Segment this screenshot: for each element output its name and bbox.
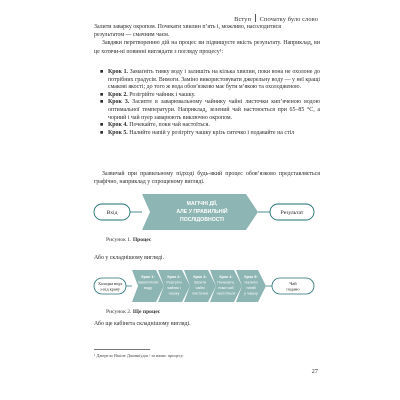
input-label-line-2: з-під крану [100, 286, 120, 292]
step-arrow-label: чайник і [167, 286, 181, 290]
step-arrow-label: Розігріти [166, 280, 182, 285]
step-arrow-label: поки чай [218, 286, 234, 290]
caption-prefix: Рисунок 2. [106, 309, 132, 315]
figure-2-caption [106, 309, 160, 315]
caption-title: Ще процес [132, 309, 161, 315]
steps-list [100, 69, 320, 137]
paragraph-4-text: Або у складнішому вигляді. [94, 255, 164, 261]
paragraph-4 [94, 254, 320, 262]
bullet-icon: ■ [100, 91, 104, 98]
step-arrow-label: Закип’ятити [137, 280, 159, 285]
step-text: Почекайте, поки чай настоїться. [127, 122, 210, 129]
figure-1-diagram [92, 190, 320, 234]
bullet-icon: ■ [100, 99, 104, 106]
input-label-line-1: Холодна вода [97, 281, 123, 286]
arrow-label-line-2: АЛЕ У ПРАВИЛЬНІЙ [176, 209, 228, 215]
input-label: Вхід [106, 210, 118, 216]
footnote-divider [94, 349, 150, 350]
result-label-line-2: подано [286, 286, 300, 292]
paragraph-5 [94, 320, 320, 328]
footnote: ¹ Джерело Вікіпе Джовкіудія / за нами: процесу. [94, 353, 184, 358]
step-arrow-label: воду [143, 286, 153, 290]
bullet-icon: ■ [100, 129, 104, 136]
bullet-icon: ■ [100, 69, 104, 75]
step-arrow-label: у чашку [244, 291, 258, 296]
result-label-line-1: Чай [289, 281, 297, 286]
running-header [234, 14, 318, 23]
step-item [100, 99, 320, 122]
figure-2-diagram [92, 266, 320, 306]
step-arrow-label: чашку [168, 291, 180, 296]
bullet-icon: ■ [100, 122, 104, 129]
step-item [100, 69, 320, 92]
step-arrow-label: чайні [195, 286, 205, 290]
step-label: Крок 1. [108, 69, 128, 75]
arrow-label-line-3: ПОСЛІДОВНОСТІ [180, 217, 224, 223]
step-arrow-label: Крок 3: [193, 275, 207, 279]
paragraph-3 [94, 170, 320, 186]
header-separator [255, 14, 256, 22]
step-text: Замаґніть тивку воду і залишіть на кілька хвилин, поки вона не охолоне до потрібних градусів. Вимоги. Заміно використовувати джерельну воду — у неї кращі смакові якості; до того ж вода обов’язково має бути м’якою та охолодженою. [108, 69, 320, 91]
arrow-label-line-1: МАГІЧНІ ДІЇ, [186, 201, 218, 207]
step-arrow-label: Крок 1: [141, 275, 155, 279]
step-arrow-label: напій [246, 286, 256, 290]
paragraph-3-text: Зазвичай при правильному підході будь-який процес обов’язково представляється графічно, наприклад у спрощеному вигляді. [94, 171, 320, 186]
step-arrow-label: Крок 2: [167, 275, 181, 279]
step-arrow-label: листочки [192, 291, 208, 296]
intro-text [94, 23, 320, 56]
step-label: Крок 3. [108, 99, 130, 106]
page-number: 27 [311, 368, 318, 375]
step-arrow-label: Налити [244, 280, 258, 285]
step-label: Крок 2. [108, 91, 128, 98]
figure-1-caption [106, 237, 151, 243]
step-arrow-label: настоїться [216, 291, 236, 296]
intro-paragraph-2: Завдяки перетворенню дій на процес ви підвищуєте якість результату. Наприклад, ви це хотячи-ні повинні виглядати з погляду процесу¹: [94, 40, 320, 55]
step-arrow-label: Почекати, [217, 280, 235, 285]
step-arrow-label: Крок 4: [219, 275, 233, 279]
header-title: Спочатку було слово [259, 16, 318, 23]
step-item [100, 122, 320, 130]
step-arrow-label: Залити [193, 280, 207, 285]
step-arrow-label: Крок 5: [244, 275, 258, 279]
step-label: Крок 5. [108, 129, 128, 136]
intro-line-1: Залити заварку окропом. Почекати хвилин п’ять і, можливо, насолодитися [94, 24, 281, 30]
result-label: Результат [280, 210, 304, 216]
step-text: Налийте напій у розігріту чашку крізь ситечко і подавайте на стіл [127, 129, 295, 136]
step-text: Розігрійте чайник і чашку. [127, 91, 196, 98]
header-part: Вступ [234, 16, 252, 23]
caption-prefix: Рисунок 1. [106, 237, 132, 243]
paragraph-5-text: Або ще кабінета складнішому вигляді. [94, 321, 191, 327]
caption-title: Процес [132, 237, 152, 243]
step-text: Засипте в заварювальному чайнику чайні листочки кипʼяченою водою оптимальної температури. Наприклад, зелений чай настоюється при 65–85 °С, а чорний і чай пуер заварюють виключно окропом. [108, 99, 320, 121]
intro-line-2: результатом — смачним чаєм. [94, 32, 170, 39]
step-label: Крок 4. [108, 122, 128, 129]
step-item [100, 129, 320, 138]
